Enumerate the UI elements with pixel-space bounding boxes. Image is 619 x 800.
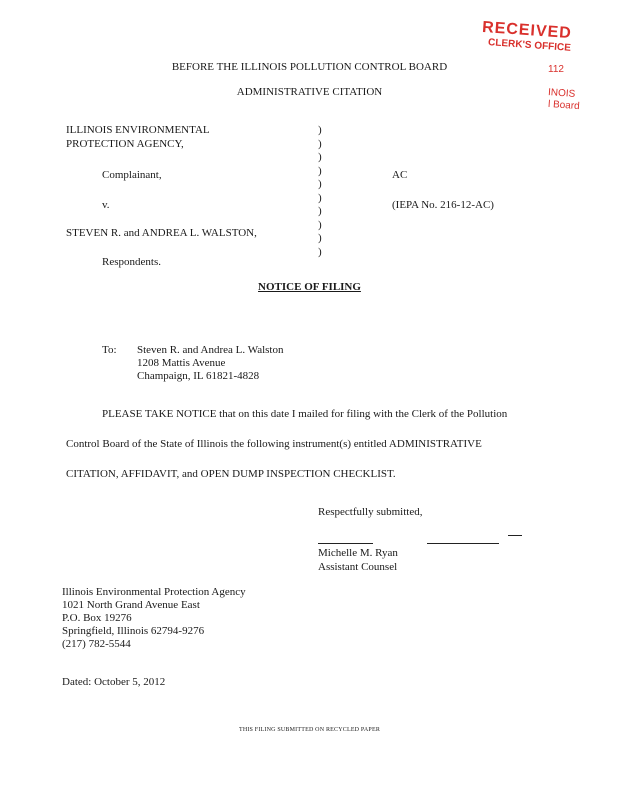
dated: Dated: October 5, 2012: [62, 676, 166, 688]
header-court: BEFORE THE ILLINOIS POLLUTION CONTROL BOARD: [171, 61, 448, 73]
header-citation: ADMINISTRATIVE CITATION: [236, 86, 383, 98]
complainant-name-line1: ILLINOIS ENVIRONMENTAL: [66, 124, 210, 136]
stamp-state-fragment: INOIS: [547, 87, 576, 100]
respondents-name: STEVEN R. and ANDREA L. WALSTON,: [66, 227, 257, 239]
body-line-2: Control Board of the State of Illinois the following instrument(s) entitled ADMINISTRATIVE: [66, 438, 482, 450]
closing: Respectfully submitted,: [318, 506, 423, 518]
recycled-paper-footer: THIS FILING SUBMITTED ON RECYCLED PAPER: [238, 727, 381, 733]
signature-line-right: [427, 543, 499, 544]
complainant-name-line2: PROTECTION AGENCY,: [66, 138, 184, 150]
to-label: To:: [102, 344, 117, 356]
agency-city: Springfield, Illinois 62794-9276: [62, 625, 205, 637]
agency-phone: (217) 782-5544: [62, 638, 131, 650]
signer-title: Assistant Counsel: [318, 561, 398, 573]
signature-line-left: [318, 543, 373, 544]
signature-mark: [508, 535, 522, 536]
notice-title: NOTICE OF FILING: [258, 281, 361, 293]
case-number: (IEPA No. 216-12-AC): [392, 199, 494, 211]
recipient-city: Champaign, IL 61821-4828: [137, 370, 260, 382]
clerks-office-stamp: CLERK'S OFFICE: [487, 37, 572, 54]
agency-name: Illinois Environmental Protection Agency: [62, 586, 246, 598]
stamp-board-fragment: l Board: [547, 98, 581, 113]
case-type: AC: [392, 169, 408, 181]
body-line-1: PLEASE TAKE NOTICE that on this date I mailed for filing with the Clerk of the Pollution: [102, 408, 508, 420]
agency-po-box: P.O. Box 19276: [62, 612, 132, 624]
recipient-street: 1208 Mattis Avenue: [137, 357, 226, 369]
respondents-role: Respondents.: [102, 256, 161, 268]
signer-name: Michelle M. Ryan: [318, 547, 398, 559]
received-stamp: RECEIVED: [481, 18, 573, 43]
complainant-role: Complainant,: [102, 169, 162, 181]
body-line-3: CITATION, AFFIDAVIT, and OPEN DUMP INSPECTION CHECKLIST.: [66, 468, 396, 480]
recipient-name: Steven R. and Andrea L. Walston: [137, 344, 284, 356]
caption-parentheses: ) ) ) ) ) ) ) ) ) ): [318, 124, 322, 258]
versus: v.: [102, 199, 110, 211]
stamp-date-fragment: 112: [548, 64, 564, 75]
agency-street: 1021 North Grand Avenue East: [62, 599, 200, 611]
